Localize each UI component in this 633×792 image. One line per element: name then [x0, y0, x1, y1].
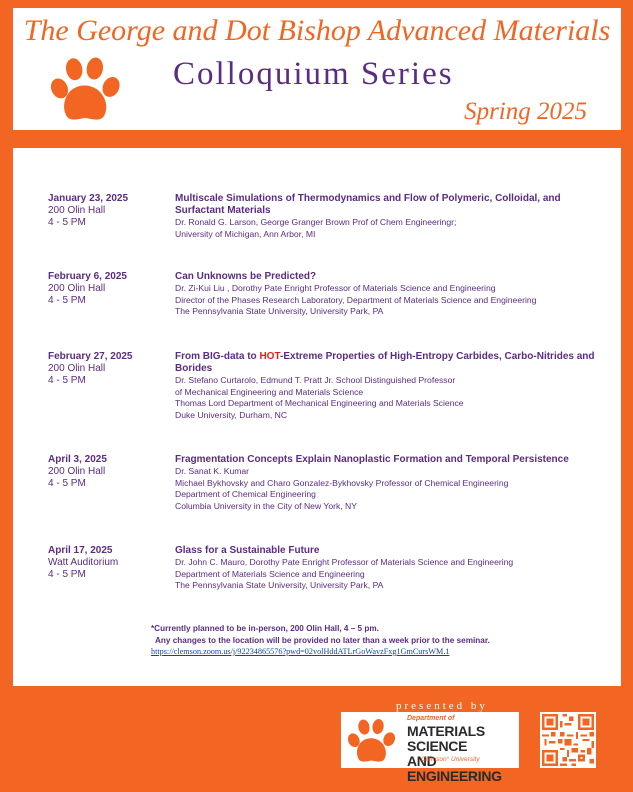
event-title: Fragmentation Concepts Explain Nanoplastic Formation and Temporal Persistence	[175, 454, 569, 465]
event-details	[175, 545, 595, 592]
attendance-notes	[151, 623, 611, 658]
speaker-line: Thomas Lord Department of Mechanical Engineering and Materials Science	[175, 398, 464, 408]
logo-university: Clemson° University	[421, 756, 480, 763]
speaker-line: The Pennsylvania State University, University Park, PA	[175, 306, 384, 316]
speaker-line: Michael Bykhovsky and Charo Gonzalez-Bykhovsky Professor of Chemical Engineering	[175, 477, 509, 488]
speaker-line: The Pennsylvania State University, University Park, PA	[175, 580, 384, 590]
zoom-link[interactable]: https://clemson.zoom.us/j/92234865576?pwd=02volHddATLrGoWavzFxg1GmCursWM.1	[151, 647, 450, 656]
series-title-line2: Colloquium Series	[173, 56, 454, 92]
presented-by-label: presented by	[396, 700, 488, 712]
semester-label: Spring 2025	[464, 98, 587, 125]
event-title-highlight: HOT	[259, 351, 281, 362]
event-time: 4 - 5 PM	[48, 569, 86, 580]
department-logo	[341, 712, 519, 784]
event-details	[175, 351, 595, 421]
event-when	[48, 545, 168, 581]
event-details	[175, 193, 595, 240]
event-location: 200 Olin Hall	[48, 205, 106, 216]
speaker-line: Duke University, Durham, NC	[175, 409, 288, 420]
event-title: Glass for a Sustainable Future	[175, 545, 320, 556]
speaker-line: Dr. Zi-Kui Liu , Dorothy Pate Enright Professor of Materials Science and Engineering	[175, 283, 496, 293]
header-banner	[13, 8, 621, 130]
logo-dept-name	[407, 724, 519, 784]
event-date: April 17, 2025	[48, 545, 113, 556]
event-date: February 6, 2025	[48, 271, 127, 282]
event-time: 4 - 5 PM	[48, 217, 86, 228]
event-title: Multiscale Simulations of Thermodynamics and Flow of Polymeric, Colloidal, and Surfactant Materials	[175, 193, 561, 216]
tiger-paw-icon	[345, 718, 399, 766]
event-date: February 27, 2025	[48, 351, 133, 362]
event-location: 200 Olin Hall	[48, 283, 106, 294]
event-when	[48, 454, 168, 490]
notes-line: *Currently planned to be in-person, 200 Olin Hall, 4 – 5 pm.	[151, 624, 379, 633]
event-title-part: From BIG-data to	[175, 351, 260, 362]
logo-dept-label: Department of	[407, 715, 455, 722]
event-title	[175, 351, 595, 375]
qr-code-icon	[540, 712, 596, 768]
speaker-line: Director of the Phases Research Laboratory, Department of Materials Science and Engineering	[175, 294, 537, 305]
notes-line: Any changes to the location will be provided no later than a week prior to the seminar.	[155, 635, 490, 645]
speaker-line: Columbia University in the City of New York, NY	[175, 500, 357, 511]
tiger-paw-icon	[49, 56, 123, 126]
logo-dept-name-line: AND ENGINEERING	[407, 753, 502, 784]
event-time: 4 - 5 PM	[48, 375, 86, 386]
speaker-line: Dr. Stefano Curtarolo, Edmund T. Pratt Jr. School Distinguished Professor	[175, 375, 456, 385]
speaker-line: of Mechanical Engineering and Materials Science	[175, 386, 364, 397]
event-title-part: -Extreme Properties of High-Entropy Carbides, Carbo-Nitrides and Borides	[175, 351, 595, 374]
event-time: 4 - 5 PM	[48, 295, 86, 306]
event-location: 200 Olin Hall	[48, 466, 106, 477]
speaker-line: Department of Chemical Engineering	[175, 489, 316, 499]
qr-code[interactable]	[540, 712, 596, 768]
event-when	[48, 351, 168, 387]
event-date: January 23, 2025	[48, 193, 129, 204]
event-time: 4 - 5 PM	[48, 478, 86, 489]
logo-dept-name-line: MATERIALS SCIENCE	[407, 723, 485, 754]
series-title-line1: The George and Dot Bishop Advanced Materials	[23, 14, 611, 47]
event-location: Watt Auditorium	[48, 557, 119, 568]
speaker-line: Department of Materials Science and Engineering	[175, 568, 365, 579]
speaker-line: Dr. Sanat K. Kumar	[175, 466, 250, 476]
event-date: April 3, 2025	[48, 454, 107, 465]
event-when	[48, 193, 168, 229]
event-when	[48, 271, 168, 307]
speaker-line: Dr. Ronald G. Larson, George Granger Brown Prof of Chem Engineeringr;	[175, 217, 457, 227]
event-details	[175, 454, 595, 512]
event-location: 200 Olin Hall	[48, 363, 106, 374]
schedule-panel	[13, 148, 621, 686]
event-details	[175, 271, 595, 318]
speaker-line: Dr. John C. Mauro, Dorothy Pate Enright Professor of Materials Science and Engineering	[175, 557, 514, 567]
event-title: Can Unknowns be Predicted?	[175, 271, 317, 282]
speaker-line: University of Michigan, Ann Arbor, MI	[175, 228, 316, 239]
